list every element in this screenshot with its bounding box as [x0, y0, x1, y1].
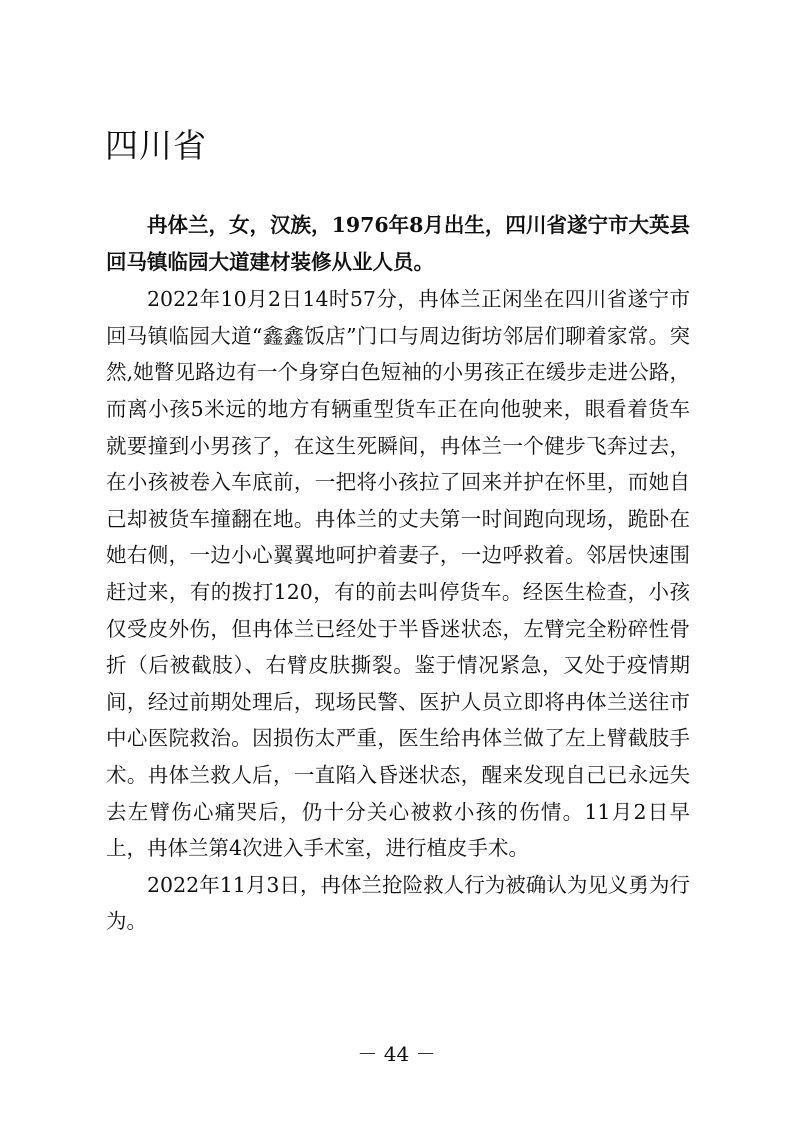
province-heading: 四川省 — [105, 126, 207, 165]
person-intro-paragraph: 冉体兰，女，汉族，1976年8月出生，四川省遂宁市大英县回马镇临园大道建材装修从业人员。 — [106, 213, 690, 274]
page-number: － 44 － — [357, 1042, 436, 1066]
document-body — [106, 207, 690, 940]
incident-paragraph: 2022年10月2日14时57分，冉体兰正闲坐在四川省遂宁市回马镇临园大道“鑫鑫饭店”门口与周边街坊邻居们聊着家常。突然,她瞥见路边有一个身穿白色短袖的小男孩正在缓步走进公路，而离小孩5米远的地方有辆重型货车正在向他驶来，眼看着货车就要撞到小男孩了，在这生死瞬间，冉体兰一个健步飞奔过去，在小孩被卷入车底前，一把将小孩拉了回来并护在怀里，而她自己却被货车撞翻在地。冉体兰的丈夫第一时间跑向现场，跪卧在她右侧，一边小心翼翼地呵护着妻子，一边呼救着。邻居快速围赶过来，有的拨打120，有的前去叫停货车。经医生检查，小孩仅受皮外伤，但冉体兰已经处于半昏迷状态，左臂完全粉碎性骨折（后被截肢）、右臂皮肤撕裂。鉴于情况紧急，又处于疫情期间，经过前期处理后，现场民警、医护人员立即将冉体兰送往市中心医院救治。因损伤太严重，医生给冉体兰做了左上臂截肢手术。冉体兰救人后，一直陷入昏迷状态，醒来发现自己已永远失去左臂伤心痛哭后，仍十分关心被救小孩的伤情。11月2日早上，冉体兰第4次进入手术室，进行植皮手术。 — [106, 287, 690, 861]
recognition-paragraph: 2022年11月3日，冉体兰抢险救人行为被确认为见义勇为行为。 — [106, 872, 690, 934]
